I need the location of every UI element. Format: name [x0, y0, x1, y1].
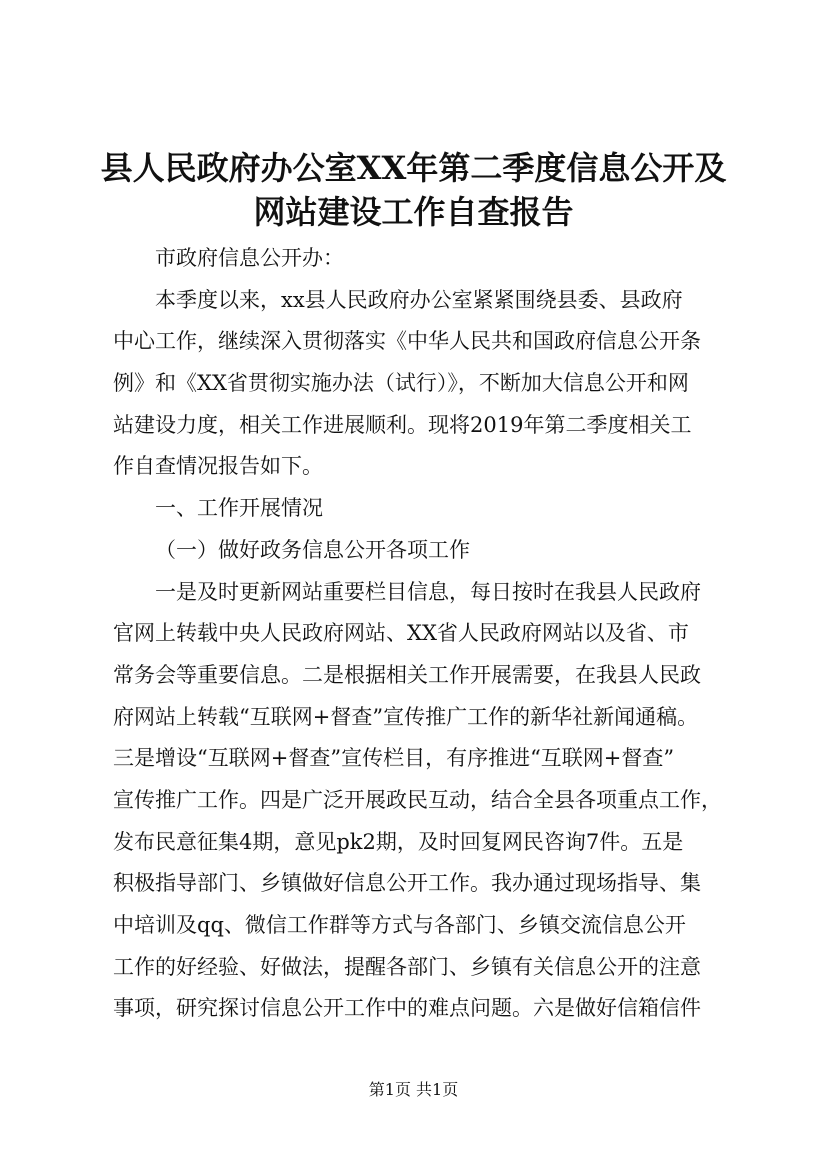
paragraph-line: 宣传推广工作。四是广泛开展政民互动，结合全县各项重点工作，: [113, 787, 722, 812]
paragraph-line: 三是增设“互联网+督查”宣传栏目，有序推进“互联网+督查”: [113, 746, 675, 771]
paragraph-line: 常务会等重要信息。二是根据相关工作开展需要，在我县人民政: [113, 662, 701, 687]
document-title-line-1: 县人民政府办公室XX年第二季度信息公开及: [100, 149, 727, 187]
paragraph-line: 官网上转载中央人民政府网站、XX省人民政府网站以及省、市: [113, 621, 689, 646]
paragraph-line: 作自查情况报告如下。: [113, 454, 323, 479]
paragraph-line: 发布民意征集4期，意见pk2期，及时回复网民咨询7件。五是: [113, 829, 684, 854]
paragraph-line: 工作的好经验、好做法，提醒各部门、乡镇有关信息公开的注意: [113, 954, 701, 979]
paragraph-line: 事项，研究探讨信息公开工作中的难点问题。六是做好信箱信件: [113, 996, 701, 1021]
paragraph-line: 积极指导部门、乡镇做好信息公开工作。我办通过现场指导、集: [113, 871, 701, 896]
paragraph-line: 中心工作，继续深入贯彻落实《中华人民共和国政府信息公开条: [113, 329, 701, 354]
paragraph-line: 中培训及qq、微信工作群等方式与各部门、乡镇交流信息公开: [113, 913, 686, 937]
paragraph-line: 本季度以来，xx县人民政府办公室紧紧围绕县委、县政府: [155, 287, 683, 312]
subsection-heading: （一）做好政务信息公开各项工作: [155, 537, 470, 562]
salutation: 市政府信息公开办：: [155, 246, 344, 270]
document-title-line-2: 网站建设工作自查报告: [253, 193, 574, 231]
document-body: [113, 238, 727, 1030]
paragraph-line: 站建设力度，相关工作进展顺利。现将2019年第二季度相关工: [113, 412, 692, 437]
paragraph-line: 府网站上转载“互联网+督查”宣传推广工作的新华社新闻通稿。: [113, 704, 699, 729]
paragraph-line: 例》和《XX省贯彻实施办法（试行）》，不断加大信息公开和网: [113, 371, 689, 396]
page-footer: 第1页 共1页: [368, 1080, 459, 1099]
section-heading: 一、工作开展情况: [155, 496, 323, 521]
paragraph-line: 一是及时更新网站重要栏目信息，每日按时在我县人民政府: [155, 579, 701, 604]
